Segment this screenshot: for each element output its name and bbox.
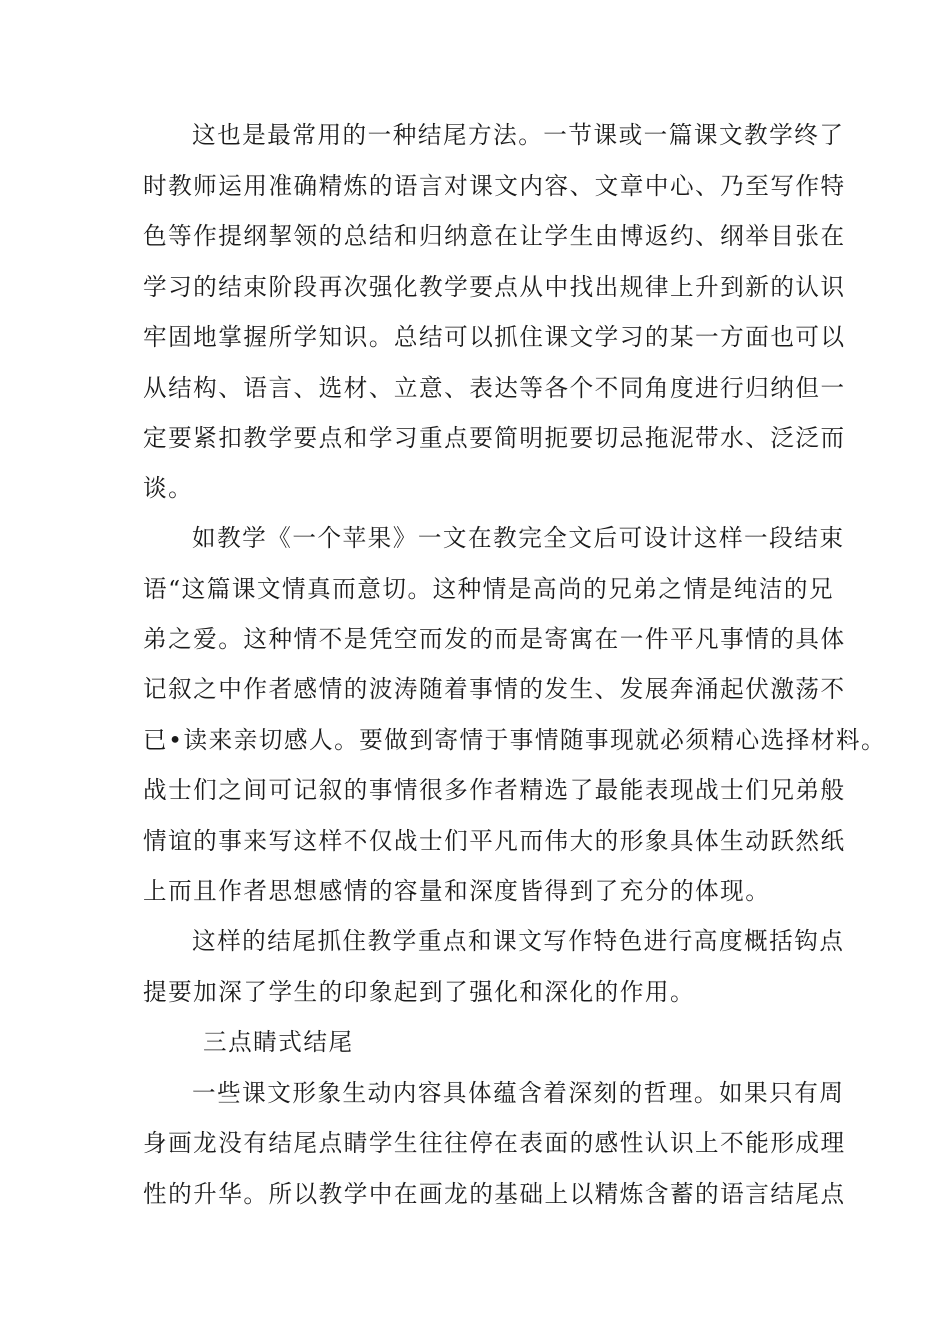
text-line: 如教学《一个苹果》一文在教完全文后可设计这样一段结束	[192, 524, 845, 552]
text-line: 定要紧扣教学要点和学习重点要简明扼要切忌拖泥带水、泛泛而	[143, 424, 846, 452]
text-line: 性的升华。所以教学中在画龙的基础上以精炼含蓄的语言结尾点	[143, 1180, 846, 1208]
text-line: 身画龙没有结尾点睛学生往往停在表面的感性认识上不能形成理	[143, 1129, 846, 1157]
text-line: 这也是最常用的一种结尾方法。一节课或一篇课文教学终了	[192, 121, 845, 149]
text-line: 这样的结尾抓住教学重点和课文写作特色进行高度概括钩点	[192, 927, 845, 955]
text-line: 牢固地掌握所学知识。总结可以抓住课文学习的某一方面也可以	[143, 323, 846, 351]
text-line: 时教师运用准确精炼的语言对课文内容、文章中心、乃至写作特	[143, 172, 846, 200]
text-line: 学习的结束阶段再次强化教学要点从中找出规律上升到新的认识	[143, 273, 846, 301]
text-line: 一些课文形象生动内容具体蕴含着深刻的哲理。如果只有周	[192, 1079, 845, 1107]
text-line: 已•读来亲切感人。要做到寄情于事情随事现就必须精心选择材料。	[143, 726, 887, 754]
text-line: 提要加深了学生的印象起到了强化和深化的作用。	[143, 978, 696, 1006]
text-line: 情谊的事来写这样不仅战士们平凡而伟大的形象具体生动跃然纸	[143, 827, 846, 855]
text-line: 上而且作者思想感情的容量和深度皆得到了充分的体现。	[143, 877, 771, 905]
text-line: 谈。	[143, 474, 194, 502]
section-heading: 三点睛式结尾	[203, 1028, 354, 1056]
text-line: 弟之爱。这种情不是凭空而发的而是寄寓在一件平凡事情的具体	[143, 625, 846, 653]
text-line: 语“这篇课文情真而意切。这种情是高尚的兄弟之情是纯洁的兄	[143, 575, 835, 603]
text-line: 从结构、语言、选材、立意、表达等各个不同角度进行归纳但一	[143, 374, 846, 402]
text-line: 战士们之间可记叙的事情很多作者精选了最能表现战士们兄弟般	[143, 776, 846, 804]
text-line: 色等作提纲挈领的总结和归纳意在让学生由博返约、纲举目张在	[143, 222, 846, 250]
text-line: 记叙之中作者感情的波涛随着事情的发生、发展奔涌起伏激荡不	[143, 675, 846, 703]
